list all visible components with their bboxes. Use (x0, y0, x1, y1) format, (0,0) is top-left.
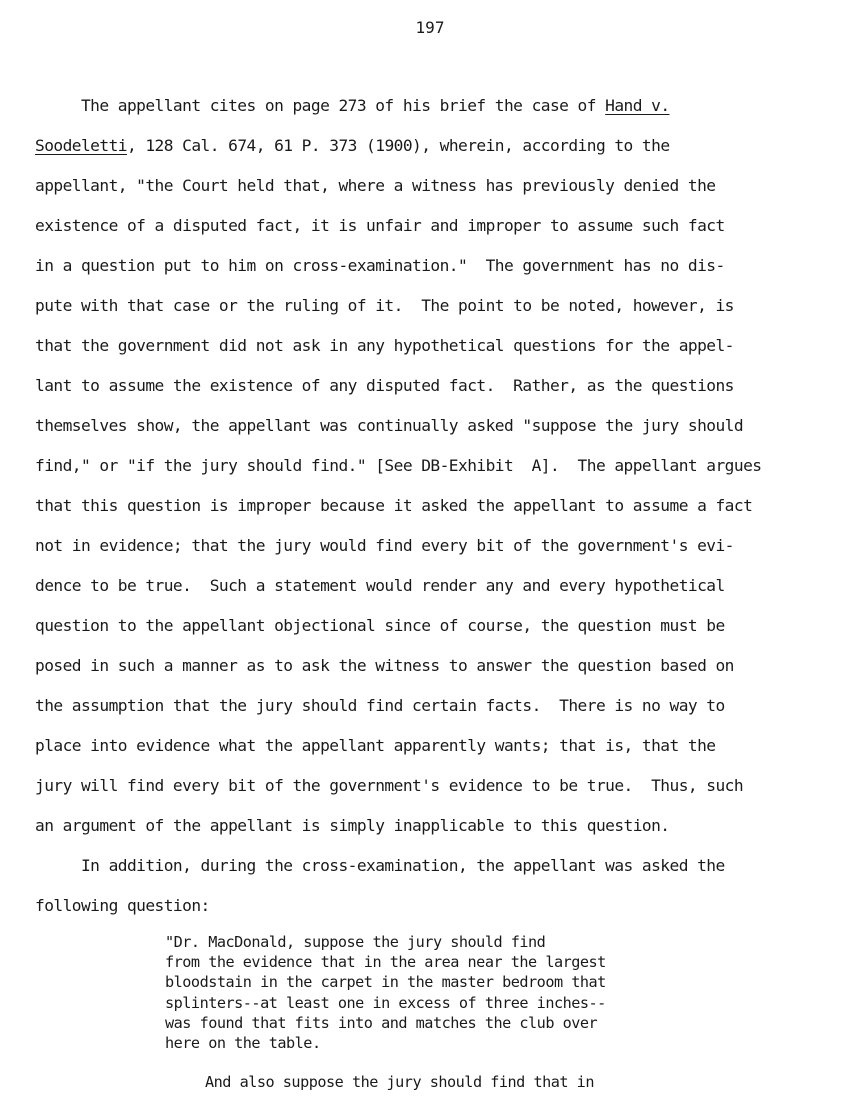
text-line: dence to be true. Such a statement would render any and every hypothetical (35, 576, 725, 595)
body-text (35, 86, 835, 926)
quote-line: was found that fits into and matches the club over (165, 1013, 598, 1032)
case-name-underlined: Hand v. (605, 96, 670, 115)
text-line: themselves show, the appellant was continually asked "suppose the jury should (35, 416, 744, 435)
quote-line: bloodstain in the carpet in the master bedroom that (165, 973, 606, 992)
text-line: that the government did not ask in any hypothetical questions for the appel- (35, 336, 734, 355)
text-line: place into evidence what the appellant apparently wants; that is, that the (35, 736, 716, 755)
text-line: the assumption that the jury should find certain facts. There is no way to (35, 696, 725, 715)
text-line: existence of a disputed fact, it is unfair and improper to assume such fact (35, 216, 725, 235)
page-number: 197 (415, 18, 445, 37)
text-line: appellant, "the Court held that, where a witness has previously denied the (35, 176, 716, 195)
block-quote (165, 932, 725, 1053)
text-line (35, 86, 835, 126)
text-line: that this question is improper because it asked the appellant to assume a fact (35, 496, 753, 515)
quote-line: here on the table. (165, 1033, 321, 1052)
text-line: find," or "if the jury should find." [See DB-Exhibit A]. The appellant argues (35, 456, 762, 475)
text-line: posed in such a manner as to ask the witness to answer the question based on (35, 656, 734, 675)
text-line: jury will find every bit of the government's evidence to be true. Thus, such (35, 776, 744, 795)
quote-line: "Dr. MacDonald, suppose the jury should find (165, 933, 546, 951)
case-name-underlined: Soodeletti (35, 136, 127, 155)
text-line: In addition, during the cross-examination, the appellant was asked the (35, 856, 725, 875)
text-segment: The appellant cites on page 273 of his brief the case of (35, 96, 606, 115)
text-line: question to the appellant objectional since of course, the question must be (35, 616, 725, 635)
text-line: following question: (35, 896, 210, 915)
text-segment: , 128 Cal. 674, 61 P. 373 (1900), wherein, according to the (126, 136, 670, 155)
text-line: not in evidence; that the jury would find every bit of the government's evi- (35, 536, 734, 555)
quote-continuation: And also suppose the jury should find that in (205, 1073, 594, 1091)
quote-line: splinters--at least one in excess of three inches-- (165, 993, 606, 1012)
text-line: in a question put to him on cross-examination." The government has no dis- (35, 256, 725, 275)
text-line: pute with that case or the ruling of it. The point to be noted, however, is (35, 296, 734, 315)
quote-line: from the evidence that in the area near the largest (165, 953, 606, 972)
text-line: an argument of the appellant is simply inapplicable to this question. (35, 816, 670, 835)
text-line: lant to assume the existence of any disputed fact. Rather, as the questions (35, 376, 734, 395)
text-line (35, 126, 835, 166)
